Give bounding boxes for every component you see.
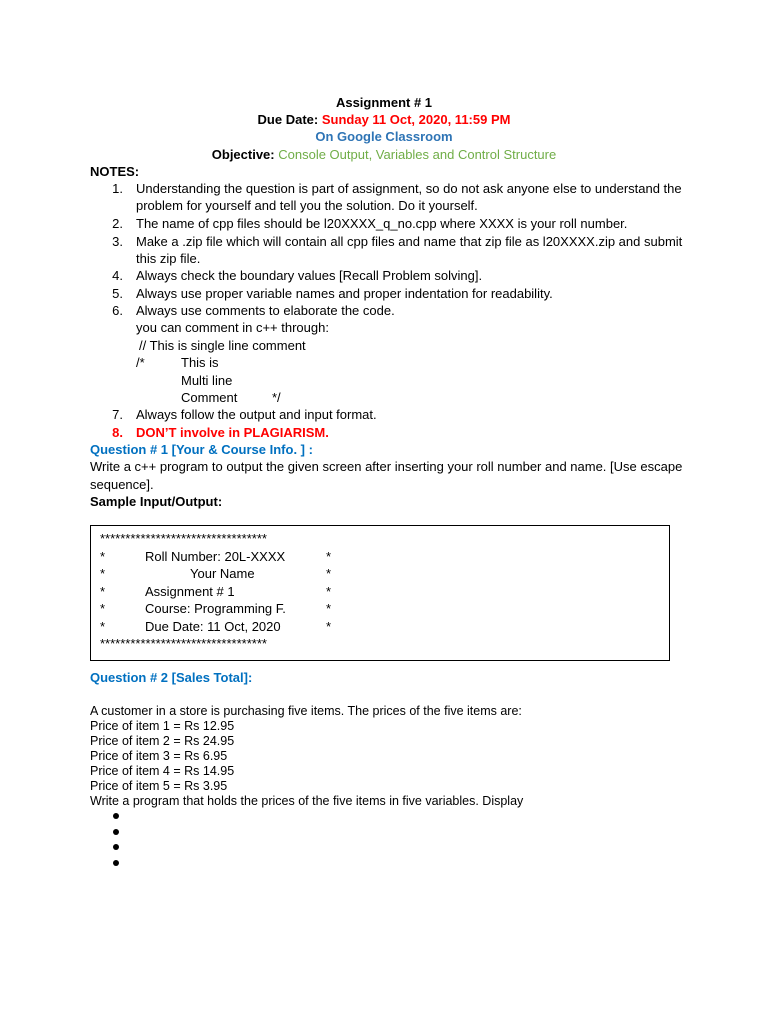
due-date-label: Due Date: (257, 112, 319, 127)
objective-label: Objective: (211, 147, 275, 162)
comment-open: /* (136, 355, 145, 370)
q2-price-2: Price of item 2 = Rs 24.95 (90, 734, 235, 748)
platform-line: On Google Classroom (315, 129, 453, 144)
q2-intro: A customer in a store is purchasing five items. The prices of the five items are: (90, 704, 522, 718)
sample-output-box (90, 525, 670, 661)
q2-display-instruction: Write a program that holds the prices of the five items in five variables. Display (90, 794, 524, 808)
box-star-left: * (100, 549, 106, 564)
box-star-left: * (100, 584, 106, 599)
box-row-course: Course: Programming F. (145, 601, 286, 616)
q2-title: Question # 2 [Sales Total]: (90, 670, 253, 685)
q1-description-line-2: sequence]. (90, 477, 154, 492)
q2-price-4: Price of item 4 = Rs 14.95 (90, 764, 235, 778)
q2-price-1: Price of item 1 = Rs 12.95 (90, 719, 235, 733)
comment-close: */ (272, 390, 281, 405)
box-border-bottom: ********************************* (100, 636, 267, 651)
box-star-left: * (100, 619, 106, 634)
comment-single-line: // This is single line comment (139, 338, 306, 353)
box-star-left: * (100, 601, 106, 616)
box-row-assignment: Assignment # 1 (145, 584, 235, 599)
objective-line (0, 146, 768, 163)
box-row-due-date: Due Date: 11 Oct, 2020 (145, 619, 281, 634)
box-star-left: * (100, 566, 106, 581)
q2-price-5: Price of item 5 = Rs 3.95 (90, 779, 228, 793)
comment-line-2: Multi line (181, 373, 233, 388)
q1-description-line-1: Write a c++ program to output the given screen after inserting your roll number and name. [Use escape (90, 459, 683, 474)
box-star-right: * (326, 584, 332, 599)
comment-line-3: Comment (181, 390, 238, 405)
box-row-roll-number: Roll Number: 20L-XXXX (145, 549, 286, 564)
document-page: Assignment # 1 Due Date: Sunday 11 Oct, 2020, 11:59 PM On Google Classroom Objective: Console Output, Variables and Control Structure NOTES: 1. Understanding the question is part of assignment, so do not ask anyone else to understand the problem for yourself and tell you the solution. Do it yourself. 2. The name of cpp files should be l20XXXX_q_no.cpp where XXXX is your roll number. 3. Make a .zip file which will contain all cpp files and name that zip file as l20XXXX.zip and submit this zip file. 4. Always check the boundary values [Recall Problem solving]. 5. Always use proper variable names and proper indentation for readability. 6. Always use comments to elaborate the code. you can comment in c++ through: // This is single line comment /* This is Multi line Comment */ 7. Always follow the output and input format. 8. DON’T involve in PLAGIARISM. Question # 1 [Your & Course Info. ] : Write a c++ program to output the given screen after inserting your roll number and name. [Use escape sequence]. Sample Input/Output: ********************************* * Roll Number: 20L-XXXX * * Your Name * * Assignment # 1 * * Course: Programming F. * * Due Date: 11 Oct, 2020 * ********************************* Question # 2 [Sales Total]: A customer in a store is purchasing five items. The prices of the five items are: Price of item 1 = Rs 12.95 Price of item 2 = Rs 24.95 Price of item 3 = Rs 6.95 Price of item 4 = Rs 14.95 Price of item 5 = Rs 3.95 Write a program that holds the prices of the five items in five variables. Display (0, 0, 768, 1024)
box-border-top: ********************************* (100, 531, 267, 546)
box-star-right: * (326, 549, 332, 564)
objective-value: Console Output, Variables and Control Structure (278, 147, 557, 162)
due-date-value: Sunday 11 Oct, 2020, 11:59 PM (321, 112, 511, 127)
bullet-point (113, 829, 119, 835)
due-date-line (0, 111, 768, 128)
assignment-title: Assignment # 1 (335, 95, 433, 110)
notes-heading: NOTES: (90, 164, 140, 179)
box-star-right: * (326, 601, 332, 616)
bullet-point (113, 860, 119, 866)
box-star-right: * (326, 566, 332, 581)
box-row-your-name: Your Name (190, 566, 255, 581)
bullet-point (113, 813, 119, 819)
q1-title: Question # 1 [Your & Course Info. ] : (90, 442, 313, 457)
box-star-right: * (326, 619, 332, 634)
q2-price-3: Price of item 3 = Rs 6.95 (90, 749, 228, 763)
bullet-point (113, 844, 119, 850)
comment-line-1: This is (181, 355, 219, 370)
q1-sample-label: Sample Input/Output: (90, 494, 223, 509)
